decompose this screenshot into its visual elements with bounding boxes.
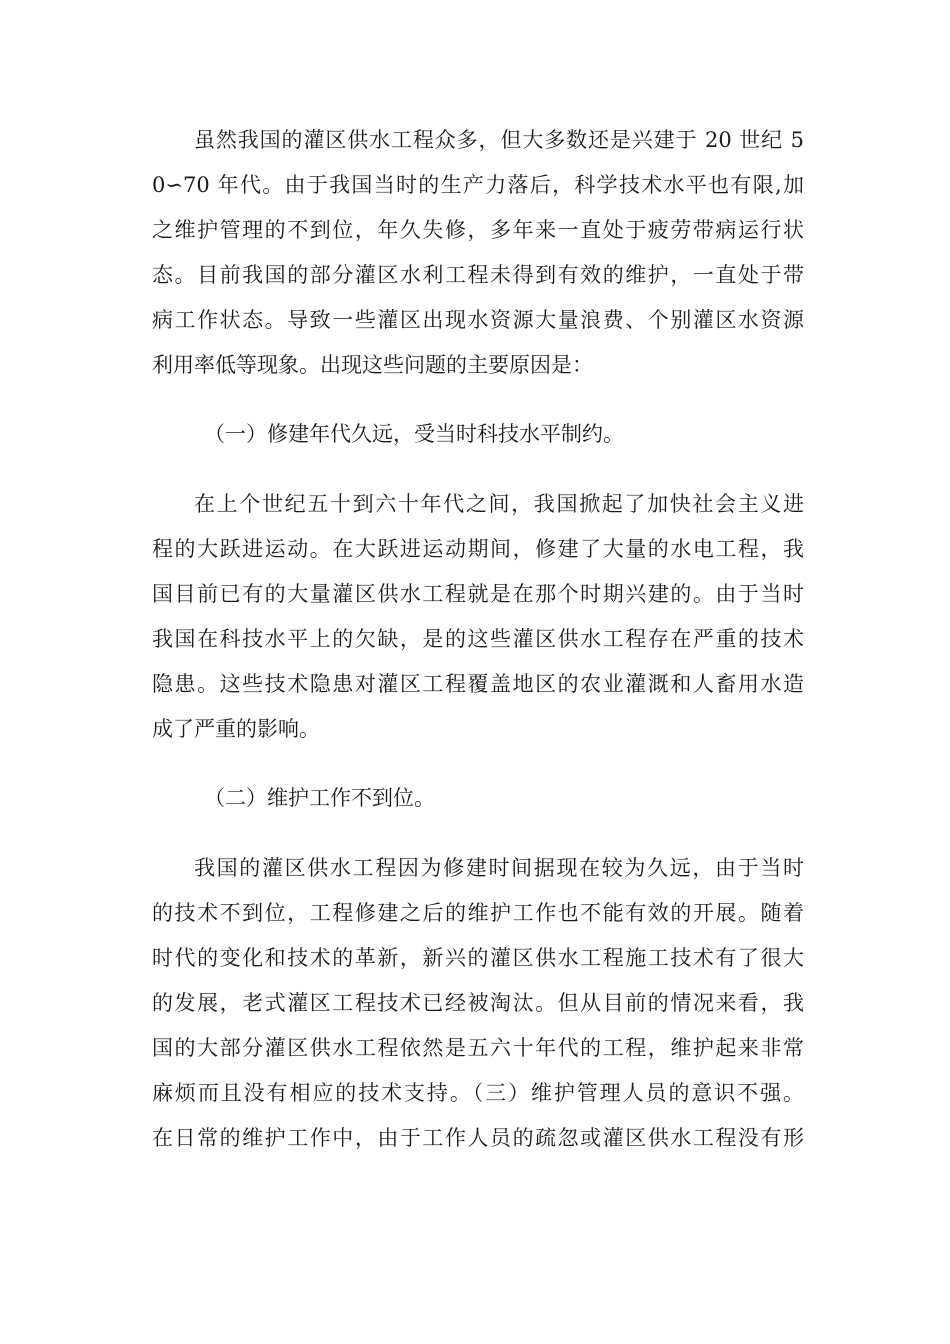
document-body xyxy=(152,118,804,1185)
text-line: 我国的灌区供水工程因为修建时间据现在较为久远，由于当时 xyxy=(194,856,804,880)
heading-text: （一）修建年代久远，受当时科技水平制约。 xyxy=(204,422,624,446)
text-line: 利用率低等现象。出现这些问题的主要原因是： xyxy=(152,353,593,377)
text-line: 的发展，老式灌区工程技术已经被淘汰。但从目前的情况来看，我 xyxy=(152,991,804,1015)
text-line: 程的大跃进运动。在大跃进运动期间，修建了大量的水电工程，我 xyxy=(152,537,804,561)
paragraph-section-1 xyxy=(152,482,804,752)
text-line: 成了严重的影响。 xyxy=(152,717,320,741)
heading-text: （二）维护工作不到位。 xyxy=(204,786,435,810)
text-line: 的技术不到位，工程修建之后的维护工作也不能有效的开展。随着 xyxy=(152,901,804,925)
text-line: 在日常的维护工作中，由于工作人员的疏忽或灌区供水工程没有形 xyxy=(152,1126,804,1150)
text-line: 态。目前我国的部分灌区水利工程未得到有效的维护，一直处于带 xyxy=(152,263,804,287)
text-line: 之维护管理的不到位，年久失修，多年来一直处于疲劳带病运行状 xyxy=(152,218,804,242)
paragraph-intro xyxy=(152,118,804,388)
text-line: 病工作状态。导致一些灌区出现水资源大量浪费、个别灌区水资源 xyxy=(152,308,804,332)
text-line: 在上个世纪五十到六十年代之间，我国掀起了加快社会主义进 xyxy=(194,492,804,516)
text-line: 国的大部分灌区供水工程依然是五六十年代的工程，维护起来非常 xyxy=(152,1036,804,1060)
text-line: 虽然我国的灌区供水工程众多，但大多数还是兴建于 20 世纪 5 xyxy=(194,128,804,152)
section-heading-2 xyxy=(152,776,804,821)
text-line: 隐患。这些技术隐患对灌区工程覆盖地区的农业灌溉和人畜用水造 xyxy=(152,672,804,696)
section-heading-1 xyxy=(152,412,804,457)
text-line: 时代的变化和技术的革新，新兴的灌区供水工程施工技术有了很大 xyxy=(152,946,804,970)
text-line: 麻烦而且没有相应的技术支持。（三）维护管理人员的意识不强。 xyxy=(152,1081,804,1105)
text-line: 我国在科技水平上的欠缺，是的这些灌区供水工程存在严重的技术 xyxy=(152,627,804,651)
text-line: 国目前已有的大量灌区供水工程就是在那个时期兴建的。由于当时 xyxy=(152,582,804,606)
paragraph-section-2 xyxy=(152,846,804,1161)
text-line: 0∽70 年代。由于我国当时的生产力落后，科学技术水平也有限,加 xyxy=(152,173,804,197)
